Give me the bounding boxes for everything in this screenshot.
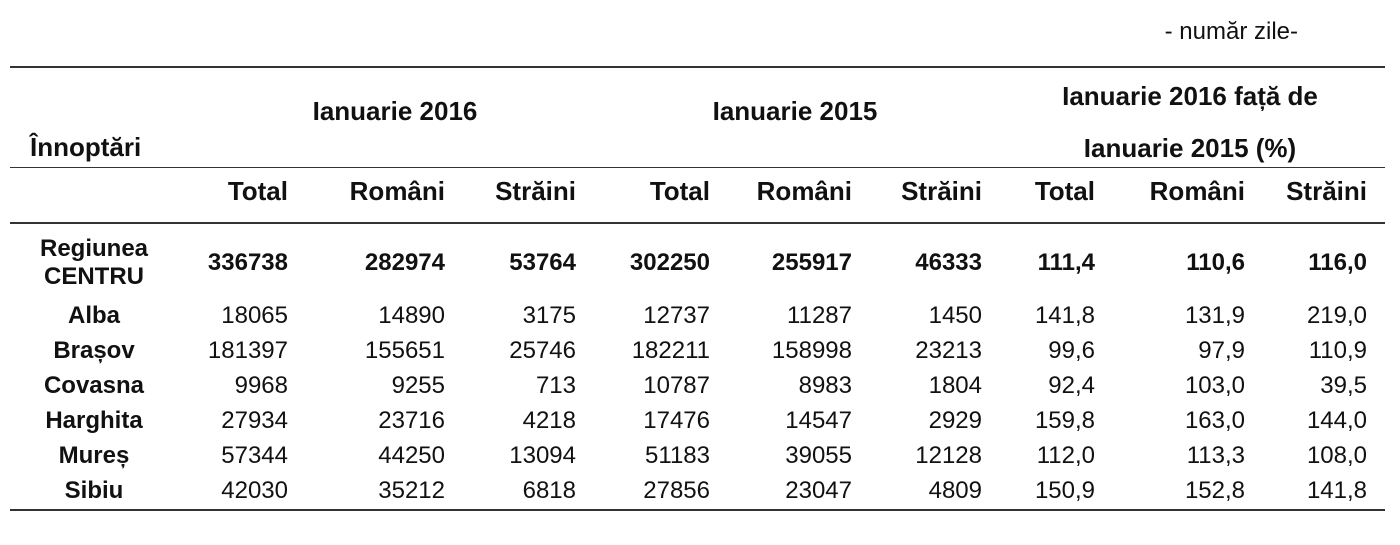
column-header: Români [1149,176,1245,206]
table-cell: 163,0 [1184,407,1245,434]
row-label: Harghita [45,407,143,434]
table-cell: 42030 [221,477,288,504]
rule-bottom [10,509,1385,511]
row-label: Brașov [53,337,135,364]
table-cell: 110,6 [1186,249,1245,276]
table-cell: 1450 [928,302,982,329]
row-label: Alba [67,302,120,329]
table-row [0,372,1400,406]
table-cell: 1804 [928,372,982,399]
group-header-2015: Ianuarie 2015 [712,96,878,126]
table-cell: 8983 [798,372,852,399]
table-cell: 4218 [522,407,576,434]
row-label-header: Înnoptări [30,132,142,162]
column-header: Străini [495,176,576,206]
table-cell: 141,8 [1306,477,1367,504]
column-header: Total [649,176,710,206]
table-cell: 97,9 [1198,337,1245,364]
table-cell: 12737 [643,302,710,329]
table-cell: 302250 [629,249,710,276]
row-label: Covasna [43,372,145,399]
table-cell: 110,9 [1308,337,1367,364]
table-cell: 99,6 [1048,337,1095,364]
table-cell: 44250 [378,442,445,469]
table-cell: 112,0 [1036,442,1095,469]
table-cell: 25746 [509,337,576,364]
table-cell: 23213 [915,337,982,364]
table-cell: 9255 [391,372,445,399]
table-cell: 181397 [207,337,288,364]
table-cell: 14547 [785,407,852,434]
table-cell: 6818 [522,477,576,504]
table-row-total [0,233,1400,293]
table-cell: 144,0 [1306,407,1367,434]
table-row [0,302,1400,336]
table-cell: 39,5 [1320,372,1367,399]
table-cell: 13094 [509,442,576,469]
group-header-2016: Ianuarie 2016 [312,96,478,126]
column-header: Străini [1286,176,1367,206]
table-row [0,337,1400,371]
table-cell: 14890 [378,302,445,329]
table-cell: 150,9 [1034,477,1095,504]
table-cell: 4809 [928,477,982,504]
table-cell: 255917 [771,249,852,276]
table-cell: 9968 [234,372,288,399]
column-header: Total [1034,176,1095,206]
table-cell: 103,0 [1184,372,1245,399]
table-cell: 46333 [915,249,982,276]
table-row [0,477,1400,509]
table-cell: 108,0 [1306,442,1367,469]
table-cell: 182211 [631,337,710,364]
table-cell: 92,4 [1048,372,1095,399]
table-cell: 155651 [364,337,445,364]
table-cell: 18065 [221,302,288,329]
table-cell: 23716 [378,407,445,434]
table-cell: 53764 [509,249,576,276]
table-cell: 111,4 [1037,249,1095,276]
table-cell: 3175 [522,302,576,329]
table-row [0,407,1400,441]
table-cell: 12128 [915,442,982,469]
table-cell: 57344 [221,442,288,469]
column-header: Total [227,176,288,206]
table-cell: 713 [535,372,576,399]
column-header: Străini [901,176,982,206]
rule-mid [10,167,1385,168]
row-label: Mureș [58,442,130,469]
table-cell: 282974 [364,249,445,276]
table-cell: 158998 [771,337,852,364]
table-cell: 51183 [645,442,710,469]
rule-sub [10,222,1385,224]
table-cell: 131,9 [1184,302,1245,329]
table-cell: 23047 [785,477,852,504]
table-cell: 2929 [928,407,982,434]
table-cell: 17476 [643,407,710,434]
table-cell: 39055 [785,442,852,469]
table-row [0,442,1400,476]
table-cell: 10787 [643,372,710,399]
table-cell: 159,8 [1034,407,1095,434]
group-header-comparison: Ianuarie 2016 față de Ianuarie 2015 (%) [1062,81,1318,163]
table-cell: 336738 [207,249,288,276]
table-cell: 11287 [787,302,852,329]
row-label: Regiunea CENTRU [39,235,149,290]
row-label: Sibiu [64,477,124,504]
table-cell: 35212 [378,477,445,504]
column-header: Români [349,176,445,206]
table-cell: 141,8 [1034,302,1095,329]
table-cell: 27934 [221,407,288,434]
table-cell: 219,0 [1306,302,1367,329]
table-cell: 27856 [643,477,710,504]
table-cell: 116,0 [1308,249,1367,276]
rule-top [10,66,1385,68]
table-cell: 152,8 [1184,477,1245,504]
unit-note: - număr zile- [1164,18,1298,45]
table-cell: 113,3 [1186,442,1245,469]
column-header: Români [756,176,852,206]
